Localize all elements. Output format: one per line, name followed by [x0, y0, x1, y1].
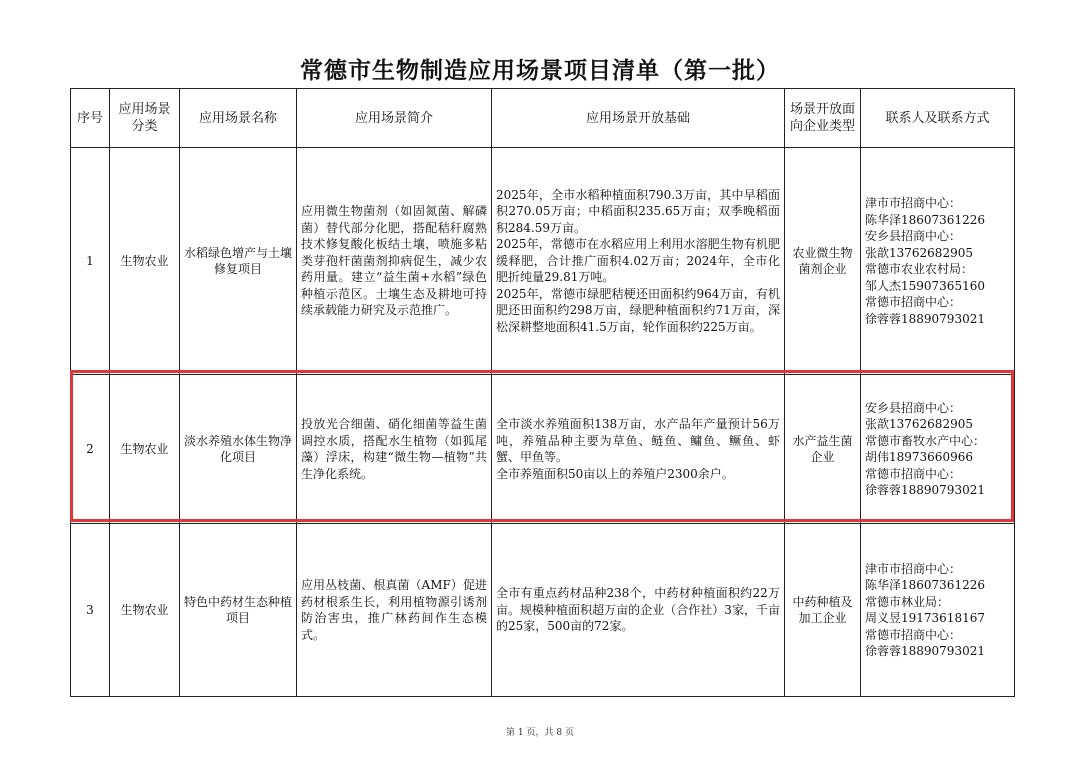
contact-line: 常德市畜牧水产中心： [865, 433, 986, 448]
contact-line: 津市市招商中心： [865, 196, 962, 210]
row-basis [492, 148, 785, 375]
contact-line: 张歆13762682905 [865, 245, 973, 260]
basis-line: 2025年，常德市绿肥秸梗还田面积约964万亩，有机肥还田面积约298万亩，绿肥种植面积约71万亩，深松深耕整地面积41.5万亩，轮作面积约225万亩。 [496, 286, 780, 334]
row-name: 水稻绿色增产与土壤修复项目 [180, 148, 297, 375]
header-enterprise: 场景开放面向企业类型 [785, 89, 861, 148]
contact-line: 徐蓉蓉18890793021 [865, 311, 985, 326]
row-category: 生物农业 [110, 375, 180, 524]
document-title: 常德市生物制造应用场景项目清单（第一批） [300, 58, 780, 84]
row-contact [861, 375, 1015, 524]
table-row [71, 148, 1015, 375]
contact-line: 安乡县招商中心： [865, 229, 962, 243]
contact-line: 胡伟18973660966 [865, 450, 973, 464]
row-enterprise: 水产益生菌企业 [785, 375, 861, 524]
contact-line: 津市市招商中心： [865, 561, 962, 576]
header-intro: 应用场景简介 [297, 89, 492, 148]
basis-line: 2025年，全市水稻种植面积790.3万亩，其中早稻面积270.05万亩；中稻面积235.65万亩；双季晚稻面积284.59万亩。 [496, 187, 780, 235]
table-row [71, 524, 1015, 697]
basis-line: 全市淡水养殖面积138万亩，水产品年产量预计56万吨，养殖品种主要为草鱼、鲢鱼、鳙鱼、鳜鱼、虾蟹、甲鱼等。 [496, 417, 780, 464]
row-basis [492, 375, 785, 524]
row-intro: 应用微生物菌剂（如固氮菌、解磷菌）替代部分化肥，搭配秸秆腐熟技术修复酸化板结土壤，喷施多粘类芽孢杆菌菌剂抑病促生，减少农药用量。建立“益生菌+水稻”绿色种植示范区。土壤生态及耕地可持续承载能力研究及示范推广。 [297, 148, 492, 375]
row-contact [861, 148, 1015, 375]
contact-line: 邹人杰15907365160 [865, 278, 985, 293]
row-basis [492, 524, 785, 697]
header-seq: 序号 [71, 89, 110, 148]
contact-line: 常德市招商中心： [865, 466, 962, 481]
table-row [71, 375, 1015, 524]
row-name: 特色中药材生态种植项目 [180, 524, 297, 697]
row-intro: 投放光合细菌、硝化细菌等益生菌调控水质，搭配水生植物（如狐尾藻）浮床，构建“微生物—植物”共生净化系统。 [297, 375, 492, 524]
contact-line: 常德市农业农村局： [865, 262, 974, 276]
row-category: 生物农业 [110, 148, 180, 375]
basis-line: 全市养殖面积50亩以上的养殖户2300余户。 [496, 466, 734, 481]
page-footer: 第 1 页，共 8 页 [506, 728, 574, 738]
contact-line: 徐蓉蓉18890793021 [865, 483, 985, 497]
contact-line: 常德市林业局： [865, 594, 950, 609]
contact-line: 常德市招商中心： [865, 295, 962, 309]
basis-line: 2025年，常德市在水稻应用上利用水溶肥生物有机肥缓释肥，合计推广面积4.02万亩；2024年，全市化肥折纯量29.81万吨。 [496, 237, 780, 285]
contact-line: 常德市招商中心： [865, 627, 962, 642]
row-enterprise: 农业微生物菌剂企业 [785, 148, 861, 375]
project-table [70, 88, 1015, 697]
contact-line: 周义昱19173618167 [865, 611, 985, 625]
row-category: 生物农业 [110, 524, 180, 697]
row-seq: 2 [71, 375, 110, 524]
contact-line: 张歆13762682905 [865, 417, 973, 431]
row-name: 淡水养殖水体生物净化项目 [180, 375, 297, 524]
header-name: 应用场景名称 [180, 89, 297, 148]
contact-line: 陈华泽18607361226 [865, 578, 985, 592]
basis-line: 全市有重点药材品种238个，中药材种植面积约22万亩。规模种植面积超万亩的企业（合作社）3家，千亩的25家，500亩的72家。 [496, 586, 780, 634]
row-enterprise: 中药种植及加工企业 [785, 524, 861, 697]
row-seq: 1 [71, 148, 110, 375]
row-contact [861, 524, 1015, 697]
contact-line: 徐蓉蓉18890793021 [865, 644, 985, 658]
header-contact: 联系人及联系方式 [861, 89, 1015, 148]
contact-line: 陈华泽18607361226 [865, 212, 985, 227]
header-basis: 应用场景开放基础 [492, 89, 785, 148]
row-seq: 3 [71, 524, 110, 697]
row-intro: 应用丛枝菌、根真菌（AMF）促进药材根系生长，利用植物源引诱剂防治害虫，推广林药间作生态模式。 [297, 524, 492, 697]
header-row [71, 89, 1015, 148]
contact-line: 安乡县招商中心： [865, 400, 962, 415]
header-category: 应用场景分类 [110, 89, 180, 148]
